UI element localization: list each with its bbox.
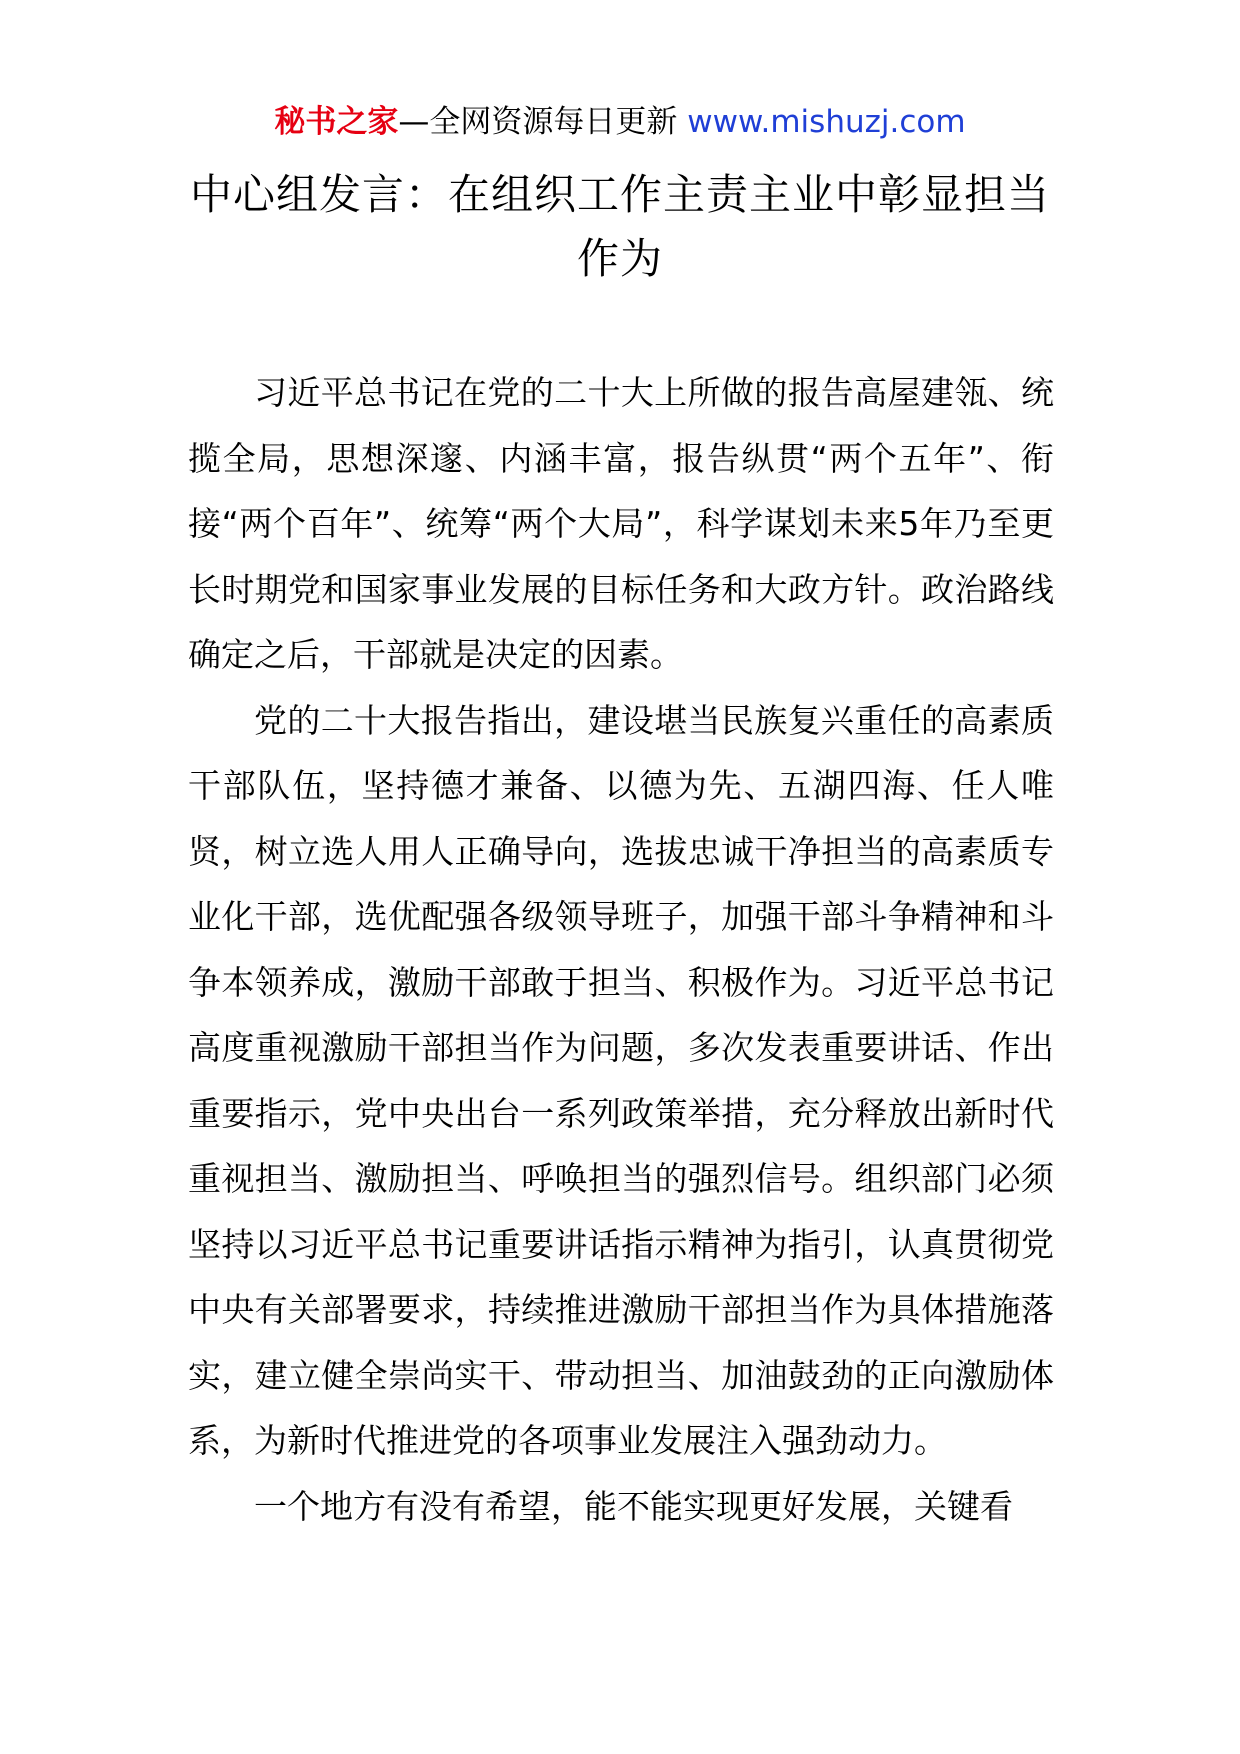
paragraph: 一个地方有没有希望，能不能实现更好发展，关键看 — [254, 1486, 1013, 1526]
site-url-link[interactable]: www.mishuzj.com — [687, 104, 966, 140]
document-body — [188, 360, 1054, 1539]
document-title: 中心组发言：在组织工作主责主业中彰显担当作为 — [190, 170, 1051, 283]
site-header — [0, 102, 1240, 142]
paragraph: 党的二十大报告指出，建设堪当民族复兴重任的高素质干部队伍，坚持德才兼备、以德为先、五湖四海、任人唯贤，树立选人用人正确导向，选拔忠诚干净担当的高素质专业化干部，选优配强各级领导班子，加强干部斗争精神和斗争本领养成，激励干部敢于担当、积极作为。习近平总书记高度重视激励干部担当作为问题，多次发表重要讲话、作出重要指示，党中央出台一系列政策举措，充分释放出新时代重视担当、激励担当、呼唤担当的强烈信号。组织部门必须坚持以习近平总书记重要讲话指示精神为指引，认真贯彻党中央有关部署要求，持续推进激励干部担当作为具体措施落实，建立健全崇尚实干、带动担当、加油鼓劲的正向激励体系，为新时代推进党的各项事业发展注入强劲动力。 — [188, 700, 1054, 1460]
brand-name: 秘书之家 — [274, 104, 399, 140]
paragraph: 习近平总书记在党的二十大上所做的报告高屋建瓴、统揽全局，思想深邃、内涵丰富，报告纵贯“两个五年”、衔接“两个百年”、统筹“两个大局”，科学谋划未来5年乃至更长时期党和国家事业发展的目标任务和大政方针。政治路线确定之后，干部就是决定的因素。 — [188, 373, 1054, 674]
header-tagline: —全网资源每日更新 — [398, 104, 688, 140]
